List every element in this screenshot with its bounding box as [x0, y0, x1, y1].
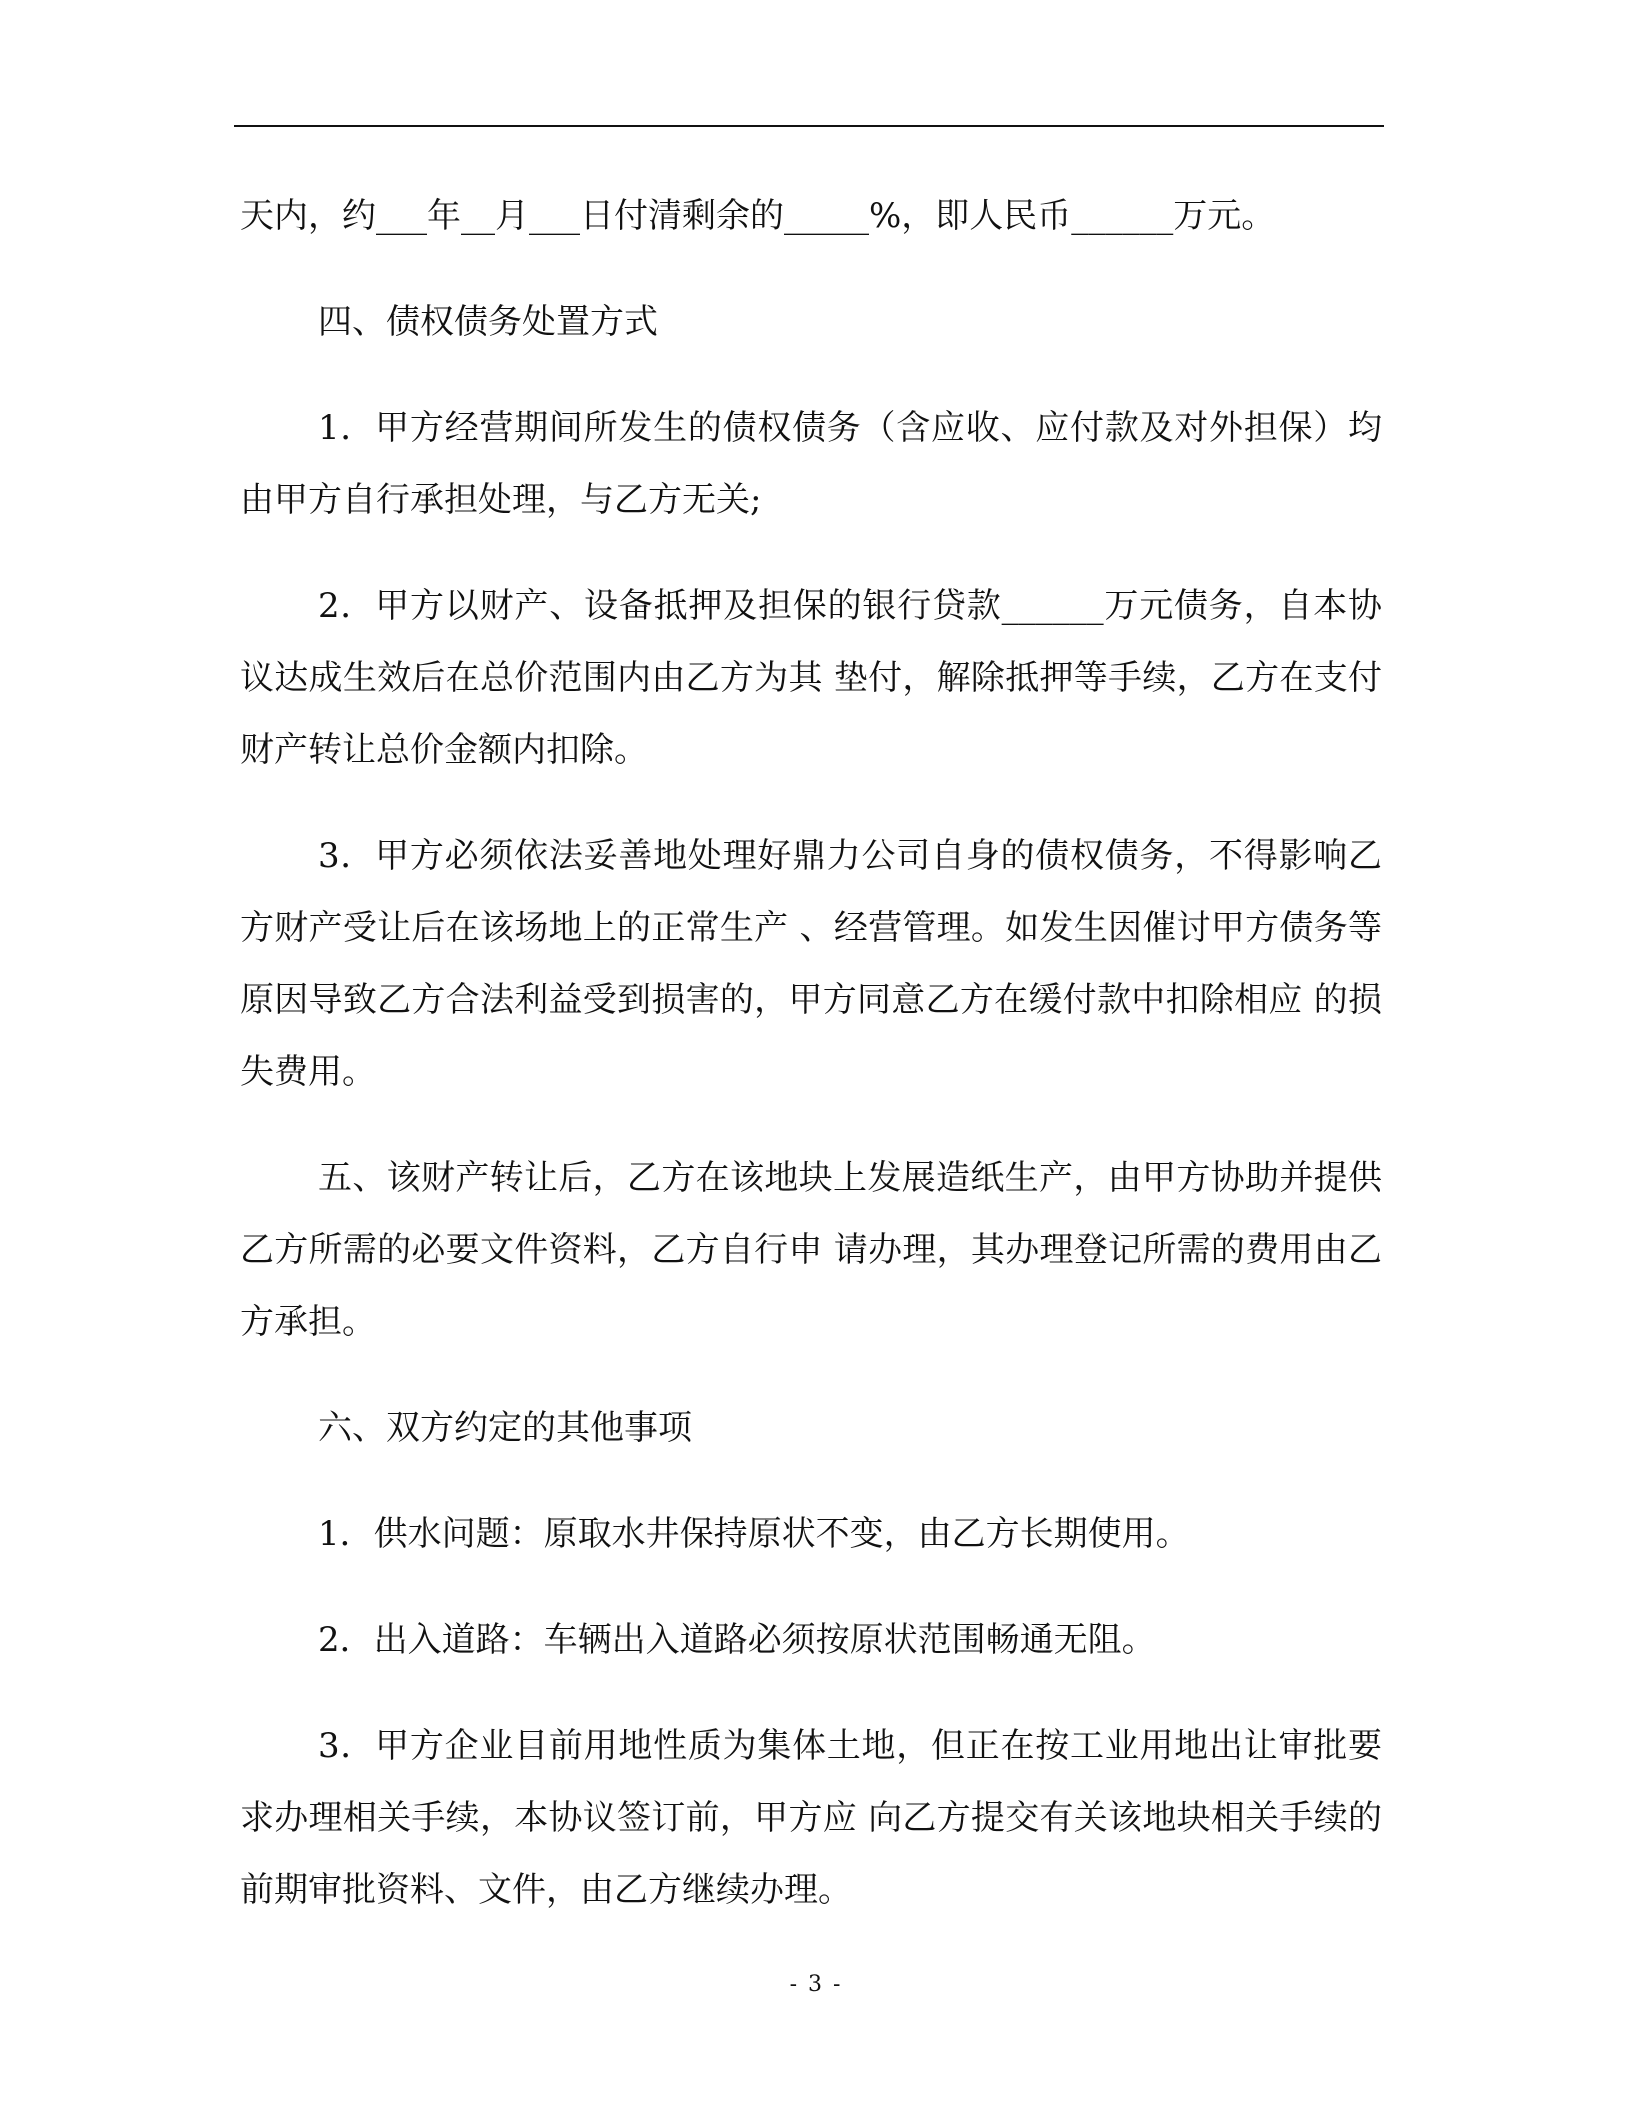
- section-heading-debt-disposal: 四、债权债务处置方式: [318, 302, 658, 342]
- section-5: 五、该财产转让后，乙方在该地块上发展造纸生产，由甲方协助并提供乙方所需的必要文件资料，乙方自行申 请办理，其办理登记所需的费用由乙方承担。: [240, 1158, 1382, 1342]
- header-rule: [234, 125, 1384, 127]
- paragraph-continuation: 天内，约___年__月___日付清剩余的_____%，即人民币______万元。: [240, 196, 1276, 236]
- section-heading-other-matters: 六、双方约定的其他事项: [318, 1408, 692, 1448]
- clause-6-2: 2．出入道路：车辆出入道路必须按原状范围畅通无阻。: [318, 1620, 1156, 1660]
- clause-4-2: 2．甲方以财产、设备抵押及担保的银行贷款______万元债务，自本协议达成生效后在总价范围内由乙方为其 垫付，解除抵押等手续，乙方在支付财产转让总价金额内扣除。: [240, 586, 1382, 770]
- clause-4-3: 3．甲方必须依法妥善地处理好鼎力公司自身的债权债务，不得影响乙方财产受让后在该场地上的正常生产 、经营管理。如发生因催讨甲方债务等原因导致乙方合法利益受到损害的，甲方同意乙方在缓付款中扣除相应 的损失费用。: [240, 836, 1382, 1092]
- page-number: - 3 -: [789, 1972, 843, 1997]
- clause-6-1: 1．供水问题：原取水井保持原状不变，由乙方长期使用。: [318, 1514, 1190, 1554]
- document-body: [240, 180, 1382, 1960]
- clause-4-1: 1．甲方经营期间所发生的债权债务（含应收、应付款及对外担保）均由甲方自行承担处理，与乙方无关;: [240, 408, 1382, 520]
- clause-6-3: 3．甲方企业目前用地性质为集体土地，但正在按工业用地出让审批要求办理相关手续，本协议签订前，甲方应 向乙方提交有关该地块相关手续的前期审批资料、文件，由乙方继续办理。: [240, 1726, 1382, 1910]
